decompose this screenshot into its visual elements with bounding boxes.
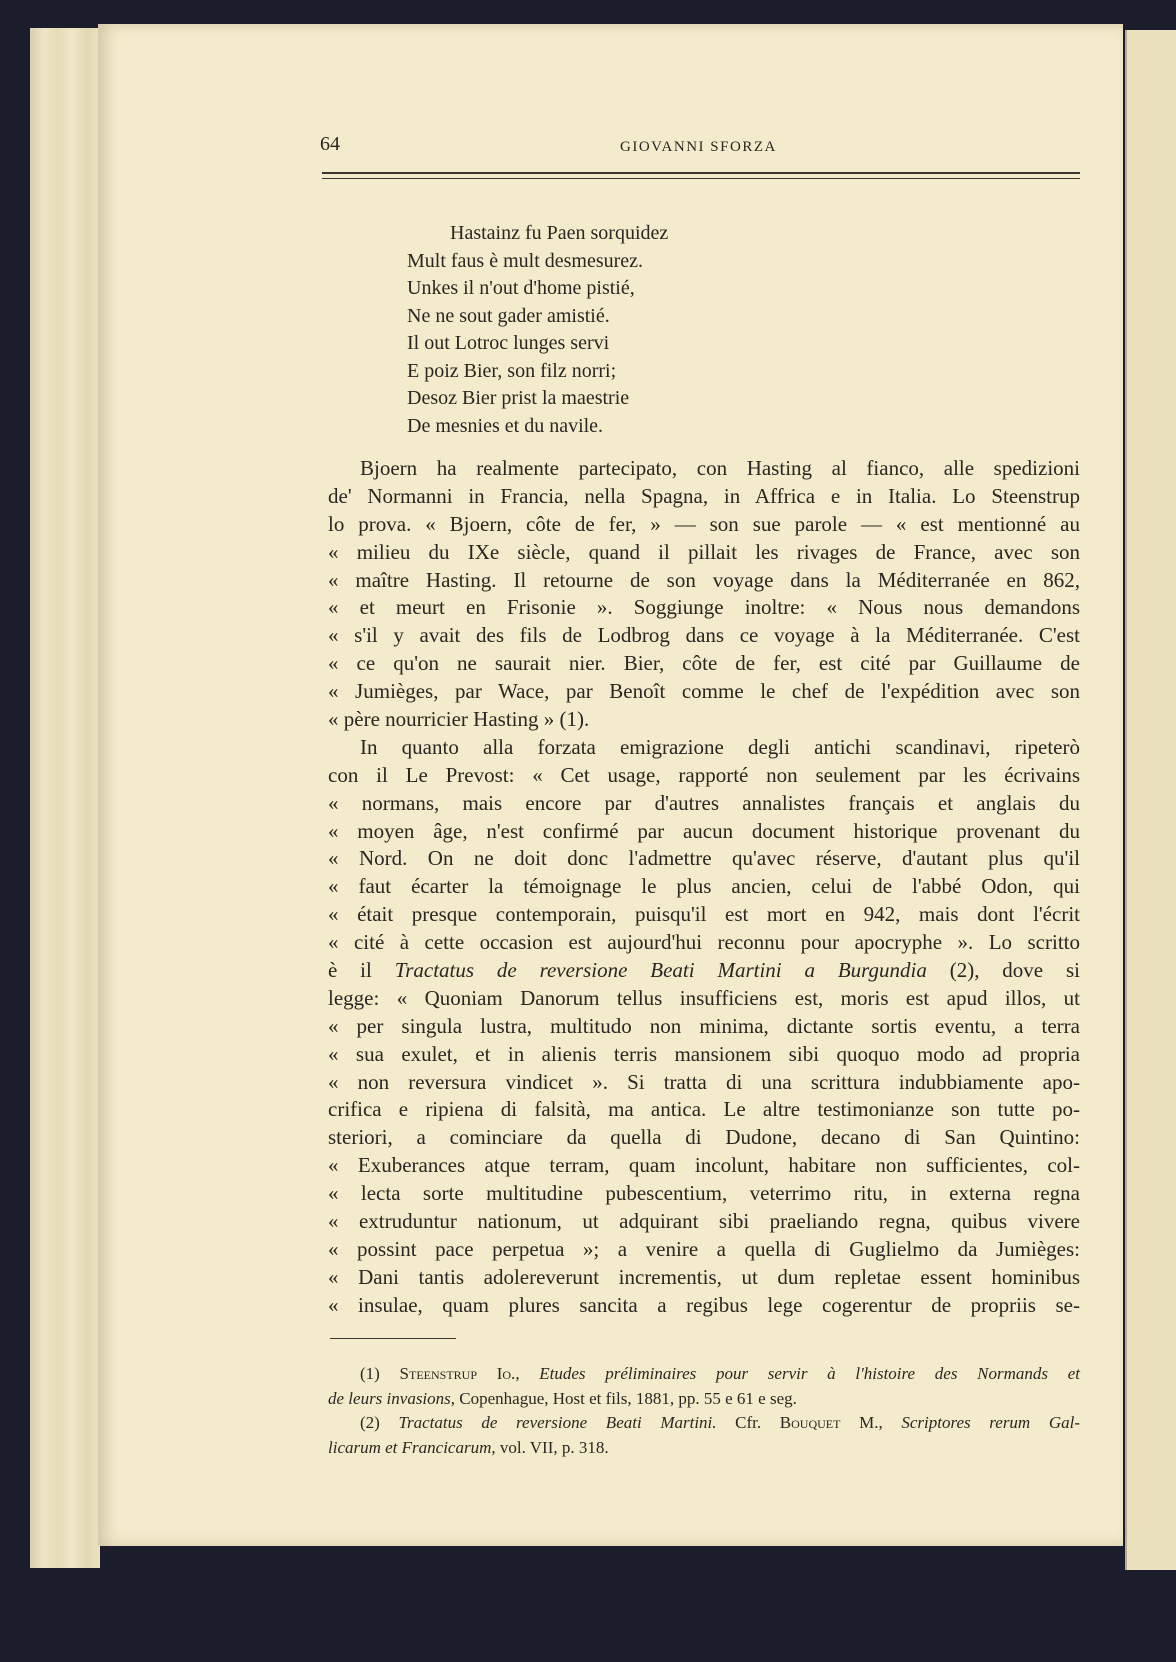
author-name: Bouquet M. xyxy=(779,1413,879,1432)
text-segment: « non reversura vindicet ». Si tratta di una scrittura indubbiamente apo- xyxy=(328,1069,1080,1094)
text-segment: , xyxy=(515,1364,540,1383)
text-line xyxy=(328,1041,1080,1069)
text-line xyxy=(328,873,1080,901)
text-segment: « Jumièges, par Wace, par Benoît comme le chef de l'expédition avec son xyxy=(328,679,1080,704)
header-rule xyxy=(322,172,1080,174)
text-segment: legge: « Quoniam Danorum tellus insufficiens est, moris est apud illos, ut xyxy=(328,985,1080,1010)
text-line xyxy=(328,985,1080,1013)
text-line xyxy=(328,901,1080,929)
text-line xyxy=(328,1013,1080,1041)
text-line xyxy=(328,483,1080,511)
text-line xyxy=(328,622,1080,650)
text-segment: Cfr. xyxy=(716,1413,780,1432)
footnote-rule xyxy=(330,1338,456,1339)
text-line xyxy=(328,1069,1080,1097)
text-segment: , Copenhague, Host et fils, 1881, pp. 55 e 61 e seg. xyxy=(450,1388,797,1408)
text-line xyxy=(328,1236,1080,1264)
text-segment: crifica e ripiena di falsità, ma antica. Le altre testimonianze son tutte po- xyxy=(328,1097,1080,1122)
footnote-line xyxy=(328,1411,1080,1436)
footnotes xyxy=(328,1362,1080,1460)
text-segment: steriori, a cominciare da quella di Dudone, decano di San Quintino: xyxy=(328,1125,1080,1150)
facing-page-edge xyxy=(1125,30,1176,1570)
text-segment: « père nourricier Hasting » (1). xyxy=(328,707,590,732)
text-segment: de' Normanni in Francia, nella Spagna, in Affrica e in Italia. Lo Steenstrup xyxy=(328,483,1080,508)
footnote-line xyxy=(328,1362,1080,1387)
text-segment: « Nord. On ne doit donc l'admettre qu'avec réserve, d'autant plus qu'il xyxy=(328,846,1080,871)
text-segment: Bjoern ha realmente partecipato, con Hasting al fianco, alle spedizioni xyxy=(360,456,1080,480)
verse-quotation xyxy=(407,220,668,440)
text-segment: « normans, mais encore par d'autres annalistes français et anglais du xyxy=(328,790,1080,815)
text-segment: (1) xyxy=(360,1364,400,1383)
text-segment: con il Le Prevost: « Cet usage, rapporté non seulement par les écrivains xyxy=(328,762,1080,787)
text-segment: è il xyxy=(328,958,395,983)
text-segment: « et meurt en Frisonie ». Soggiunge inoltre: « Nous nous demandons xyxy=(328,595,1080,620)
text-segment: « moyen âge, n'est confirmé par aucun document historique provenant du xyxy=(328,818,1080,843)
text-segment: « lecta sorte multitudine pubescentium, veterrimo ritu, in externa regna xyxy=(328,1181,1080,1206)
text-line xyxy=(328,678,1080,706)
text-segment: « Exuberances atque terram, quam incolunt, habitare non sufficientes, col- xyxy=(328,1153,1080,1178)
text-line xyxy=(328,1264,1080,1292)
text-line xyxy=(328,929,1080,957)
page-stack-edge xyxy=(30,28,100,1568)
text-segment: « s'il y avait des fils de Lodbrog dans ce voyage à la Méditerranée. C'est xyxy=(328,623,1080,648)
text-segment: « ce qu'on ne saurait nier. Bier, côte de fer, est cité par Guillaume de xyxy=(328,651,1080,676)
text-line xyxy=(328,845,1080,873)
italic-text: Tractatus de reversione Beati Martini. xyxy=(398,1413,717,1432)
running-title: GIOVANNI SFORZA xyxy=(620,139,777,155)
text-line xyxy=(328,567,1080,595)
text-line xyxy=(328,762,1080,790)
author-name: Steenstrup Io. xyxy=(399,1364,516,1383)
text-line xyxy=(328,1180,1080,1208)
text-segment: , xyxy=(878,1413,902,1432)
text-line xyxy=(328,539,1080,567)
text-line xyxy=(328,957,1080,985)
text-segment: « insulae, quam plures sancita a regibus lege cogerentur de propriis se- xyxy=(328,1292,1080,1317)
text-line xyxy=(328,650,1080,678)
text-line xyxy=(328,455,1080,483)
verse-line: E poiz Bier, son filz norri; xyxy=(407,359,617,382)
text-segment: lo prova. « Bjoern, côte de fer, » — son sue parole — « est mentionné au xyxy=(328,511,1080,536)
text-segment: « per singula lustra, multitudo non minima, dictante sortis eventu, a terra xyxy=(328,1013,1080,1038)
italic-text: licarum et Francicarum xyxy=(328,1437,492,1457)
text-line xyxy=(328,1152,1080,1180)
text-line xyxy=(328,511,1080,539)
italic-text: Scriptores rerum Gal- xyxy=(901,1413,1081,1432)
text-segment: « sua exulet, et in alienis terris mansionem sibi quoquo modo ad propria xyxy=(328,1041,1080,1066)
italic-text: de leurs invasions xyxy=(328,1388,451,1408)
verse-line: Desoz Bier prist la maestrie xyxy=(407,387,630,409)
italic-text: Tractatus de reversione Beati Martini a Burgundia xyxy=(394,958,927,983)
text-line xyxy=(328,1208,1080,1236)
text-segment: « Dani tantis adolereverunt incrementis, ut dum repletae essent hominibus xyxy=(328,1264,1080,1289)
footnote-line xyxy=(328,1387,1080,1412)
text-line xyxy=(328,706,1080,734)
text-line xyxy=(328,818,1080,846)
text-segment: « cité à cette occasion est aujourd'hui reconnu pour apocryphe ». Lo scritto xyxy=(328,930,1080,955)
text-segment: « milieu du IXe siècle, quand il pillait les rivages de France, avec son xyxy=(328,539,1080,564)
text-line xyxy=(328,1096,1080,1124)
text-segment: , vol. VII, p. 318. xyxy=(491,1437,609,1457)
text-segment: « possint pace perpetua »; a venire a quella di Guglielmo da Jumièges: xyxy=(328,1236,1080,1261)
text-segment: « était presque contemporain, puisqu'il est mort en 942, mais dont l'écrit xyxy=(328,902,1080,927)
text-segment: « faut écarter la témoignage le plus ancien, celui de l'abbé Odon, qui xyxy=(328,874,1080,899)
body-text xyxy=(328,455,1080,1320)
text-line xyxy=(328,790,1080,818)
italic-text: Etudes préliminaires pour servir à l'histoire des Normands et xyxy=(539,1364,1080,1383)
verse-line: Hastainz fu Paen sorquidez xyxy=(450,222,669,244)
text-segment: « maître Hasting. Il retourne de son voyage dans la Méditerranée en 862, xyxy=(328,567,1080,592)
footnote-line xyxy=(328,1436,1080,1461)
text-segment: (2), dove si xyxy=(926,958,1080,983)
header-rule-thin xyxy=(322,178,1080,179)
text-line xyxy=(328,1292,1080,1320)
verse-line: Ne ne sout gader amistié. xyxy=(407,304,610,327)
page-number: 64 xyxy=(320,133,340,155)
verse-line: Il out Lotroc lunges servi xyxy=(407,332,610,354)
text-segment: « extruduntur nationum, ut adquirant sibi praeliando regna, quibus vivere xyxy=(328,1209,1080,1234)
text-segment: In quanto alla forzata emigrazione degli antichi scandinavi, ripeterò xyxy=(360,734,1080,759)
verse-line: Unkes il n'out d'home pistié, xyxy=(407,277,635,299)
text-line xyxy=(328,1124,1080,1152)
text-line xyxy=(328,594,1080,622)
text-line xyxy=(328,734,1080,762)
text-segment: (2) xyxy=(360,1413,399,1432)
verse-line: Mult faus è mult desmesurez. xyxy=(407,249,644,272)
verse-line: De mesnies et du navile. xyxy=(407,414,604,437)
